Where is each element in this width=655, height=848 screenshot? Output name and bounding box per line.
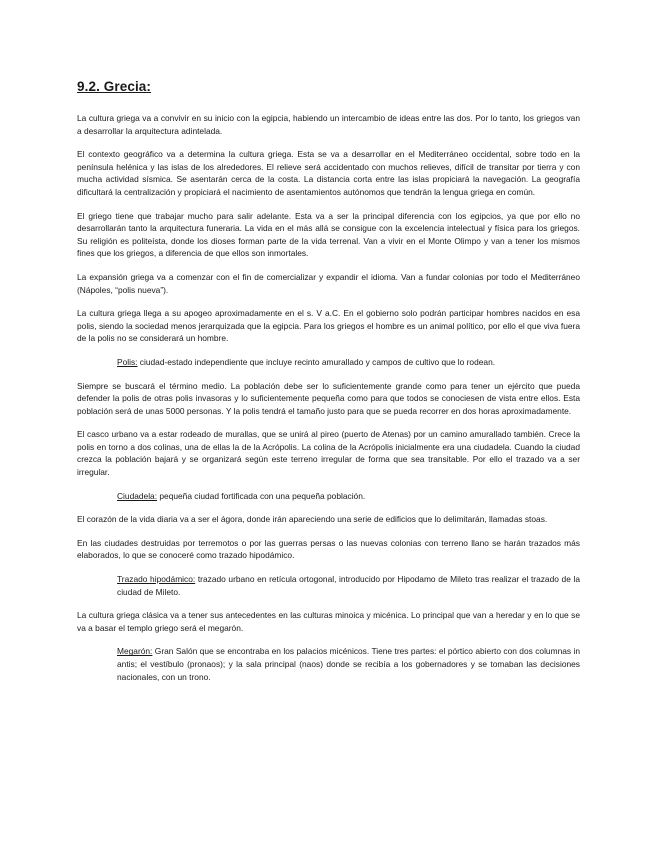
definition-term: Trazado hipodámico:	[117, 574, 196, 585]
paragraph-urban: El casco urbano va a estar rodeado de murallas, que se unirá al pireo (puerto de Atenas) por un camino amurallado también. Crece la polis en torno a dos colinas, una de ellas la de la Acrópolis. La colina de la Acrópolis inicialmente era una ciudadela. Cuando la ciudad crezca la población bajará y se organizará según este terreno irregular de forma que sea transitable. Por ello el trazado va a ser irregular.	[77, 429, 580, 478]
definition-trazado-hipodamico	[117, 573, 580, 598]
definition-polis	[117, 356, 580, 369]
definition-text: pequeña ciudad fortificada con una pequeña población.	[157, 490, 366, 501]
paragraph-expansion: La expansión griega va a comenzar con el fin de comercializar y expandir el idioma. Van a fundar colonias por todo el Mediterráneo (Nápoles, “polis nueva”).	[77, 271, 580, 295]
definition-ciudadela	[117, 490, 580, 503]
paragraph-agora: El corazón de la vida diaria va a ser el ágora, donde irán apareciendo una serie de edificios que lo delimitarán, llamadas stoas.	[77, 514, 548, 525]
definition-text: Gran Salón que se encontraba en los palacios micénicos. Tiene tres partes: el pórtico abierto con dos columnas in antis; el vestíbulo (pronaos); y la sala principal (naos) donde se recibía a los gobernadores y se tomaban las decisiones nacionales, con un trono.	[117, 646, 580, 682]
definition-term: Ciudadela:	[117, 490, 158, 501]
definition-text: ciudad-estado independiente que incluye recinto amurallado y campos de cultivo que lo rodean.	[137, 356, 496, 367]
definition-text: trazado urbano en retícula ortogonal, introducido por Hipodamo de Mileto tras realizar el trazado de la ciudad de Mileto.	[117, 574, 581, 597]
section-heading: 9.2. Grecia:	[77, 79, 151, 94]
definition-term: Polis:	[117, 356, 138, 367]
paragraph-intro: La cultura griega va a convivir en su inicio con la egipcia, habiendo un intercambio de ideas entre las dos. Por lo tanto, los griegos van a desarrollar la arquitectura adintelada.	[77, 113, 580, 136]
paragraph-religion: El griego tiene que trabajar mucho para salir adelante. Esta va a ser la principal diferencia con los egipcios, ya que por ello no desarrollarán tanto la arquitectura funeraria. La vida en el más allá se consigue con la excelencia intelectual y física para los griegos. Su religión es politeísta, donde los dioses forman parte de la vida terrenal. Van a vivir en el Monte Olimpo y van a tener los mismos fines que los griegos, a diferencia de que ellos son inmortales.	[77, 210, 580, 259]
paragraph-geography: El contexto geográfico va a determina la cultura griega. Esta se va a desarrollar en el Mediterráneo occidental, sobre todo en la península helénica y las islas de los alrededores. El relieve será accidentado con muchos relieves, difícil de transitar por tierra y con mucha actividad sísmica. Se asentarán cerca de la costa. La distancia corta entre las islas propiciará la navegación. La geografía dificultará la centralización y propiciará el nacimiento de asentamientos autónomos que tendrán la lengua griega en común.	[77, 149, 580, 197]
paragraph-hippodamic: En las ciudades destruidas por terremotos o por las guerras persas o las nuevas colonias con terreno llano se harán trazados más elaborados, lo que se conoceré como trazado hipodámico.	[77, 537, 580, 561]
paragraph-population: Siempre se buscará el término medio. La población debe ser lo suficientemente grande como para tener un ejército que pueda defender la polis de otras polis invasoras y lo suficientemente pequeña como para que todos se conociesen de vista entre ellos. Esta población será de unas 5000 personas. Y la polis tendrá el tamaño justo para que se pueda recorrer en dos horas aproximadamente.	[77, 380, 580, 416]
definition-megaron	[117, 645, 580, 683]
paragraph-apogee: La cultura griega llega a su apogeo aproximadamente en el s. V a.C. En el gobierno solo podrán participar hombres nacidos en esa polis, siendo la sociedad menos jerarquizada que la egipcia. Para los griegos el hombre es un animal político, por ello el que viva fuera de la polis no se considerará un hombre.	[77, 308, 580, 344]
definition-term: Megarón:	[117, 646, 153, 657]
paragraph-antecedents: La cultura griega clásica va a tener sus antecedentes en las culturas minoica y micénica. Lo principal que van a heredar y en lo que se va a basar el templo griego será el megarón.	[77, 610, 580, 633]
